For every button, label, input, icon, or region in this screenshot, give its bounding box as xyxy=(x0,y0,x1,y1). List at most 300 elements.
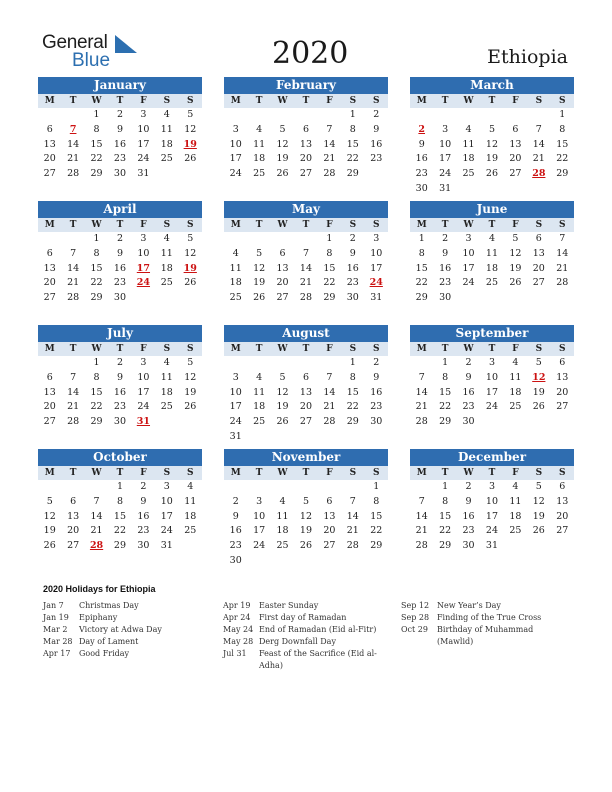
day-grid xyxy=(224,356,388,445)
day-cell: 3 xyxy=(140,109,147,120)
day-cell: 21 xyxy=(346,525,359,537)
weekday-label: F xyxy=(326,468,333,478)
day-cell: 30 xyxy=(462,540,475,552)
day-cell: 11 xyxy=(509,371,522,383)
day-grid xyxy=(410,108,574,197)
day-cell: 13 xyxy=(67,510,80,522)
month-july xyxy=(38,325,202,430)
day-grid xyxy=(410,480,574,554)
holiday-day-cell: 7 xyxy=(69,123,77,135)
day-cell: 20 xyxy=(323,525,336,537)
weekday-label: M xyxy=(416,344,427,354)
day-cell: 26 xyxy=(253,292,266,304)
day-cell: 29 xyxy=(346,168,359,180)
day-cell: 26 xyxy=(299,540,313,552)
day-cell: 7 xyxy=(349,495,356,507)
day-cell: 12 xyxy=(184,123,197,135)
empty-day-cell xyxy=(38,356,61,371)
day-cell: 9 xyxy=(116,247,123,259)
empty-day-cell xyxy=(247,480,270,495)
day-cell: 4 xyxy=(256,123,263,135)
day-cell: 12 xyxy=(276,138,289,150)
day-cell: 14 xyxy=(415,386,428,398)
day-cell: 22 xyxy=(415,277,428,289)
day-cell: 21 xyxy=(415,401,428,413)
month-june xyxy=(410,201,574,306)
empty-day-cell xyxy=(271,108,294,123)
holiday-name: Birthday of Muhammad (Mawlid) xyxy=(437,625,534,646)
day-cell: 19 xyxy=(276,401,289,413)
day-cell: 15 xyxy=(90,262,103,274)
day-cell: 17 xyxy=(370,262,383,274)
day-cell: 8 xyxy=(559,123,566,135)
weekday-label: T xyxy=(302,96,310,106)
weekday-header xyxy=(38,218,202,232)
day-cell: 22 xyxy=(439,401,452,413)
day-cell: 14 xyxy=(323,138,336,150)
weekday-label: W xyxy=(277,220,288,230)
day-cell: 13 xyxy=(556,371,569,383)
day-cell: 7 xyxy=(559,233,566,244)
day-cell: 18 xyxy=(509,386,522,398)
day-cell: 17 xyxy=(485,386,499,398)
day-cell: 15 xyxy=(370,510,383,522)
day-cell: 11 xyxy=(229,262,242,274)
day-cell: 1 xyxy=(349,357,356,368)
day-cell: 8 xyxy=(93,247,100,259)
day-cell: 2 xyxy=(116,109,123,120)
day-cell: 15 xyxy=(90,386,103,398)
weekday-label: F xyxy=(140,96,147,106)
empty-day-cell xyxy=(247,232,270,247)
weekday-label: T xyxy=(302,468,310,478)
weekday-label: T xyxy=(116,468,124,478)
day-cell: 25 xyxy=(184,525,197,537)
empty-day-cell xyxy=(38,108,61,123)
day-cell: 19 xyxy=(299,525,313,537)
month-december xyxy=(410,449,574,554)
day-cell: 22 xyxy=(323,277,336,289)
month-january xyxy=(38,77,202,182)
day-cell: 29 xyxy=(556,168,569,180)
weekday-label: M xyxy=(44,344,55,354)
day-cell: 11 xyxy=(462,138,475,150)
day-cell: 20 xyxy=(43,401,56,413)
month-september xyxy=(410,325,574,430)
empty-day-cell xyxy=(504,108,527,123)
empty-day-cell xyxy=(294,232,317,247)
day-cell: 12 xyxy=(485,138,499,150)
weekday-label: T xyxy=(255,96,263,106)
day-cell: 7 xyxy=(326,123,333,135)
day-cell: 8 xyxy=(373,495,380,507)
day-cell: 15 xyxy=(113,510,127,522)
day-cell: 3 xyxy=(256,495,263,507)
day-cell: 28 xyxy=(67,416,80,428)
day-cell: 13 xyxy=(276,262,289,274)
day-cell: 10 xyxy=(370,247,383,259)
day-cell: 10 xyxy=(229,386,242,398)
holiday-name: End of Ramadan (Eid al-Fitr) xyxy=(259,625,377,634)
day-cell: 11 xyxy=(160,247,173,259)
weekday-label: T xyxy=(116,344,124,354)
day-cell: 25 xyxy=(485,277,499,289)
day-cell: 9 xyxy=(116,123,123,135)
empty-day-cell xyxy=(85,480,108,495)
day-cell: 2 xyxy=(465,481,472,492)
day-cell: 14 xyxy=(323,386,336,398)
day-cell: 5 xyxy=(302,495,309,507)
weekday-header xyxy=(38,342,202,356)
day-cell: 23 xyxy=(113,401,127,413)
day-cell: 30 xyxy=(113,292,127,304)
day-cell: 18 xyxy=(485,262,499,274)
weekday-label: S xyxy=(558,344,566,354)
day-cell: 17 xyxy=(229,153,242,165)
day-cell: 9 xyxy=(373,123,380,135)
day-grid xyxy=(410,356,574,430)
weekday-label: T xyxy=(488,344,496,354)
day-cell: 5 xyxy=(512,233,519,244)
day-cell: 18 xyxy=(160,262,173,274)
weekday-label: W xyxy=(91,96,102,106)
month-title: November xyxy=(224,449,388,466)
holiday-date: Apr 17 xyxy=(43,649,71,658)
day-cell: 24 xyxy=(229,416,242,428)
day-cell: 29 xyxy=(439,416,452,428)
weekday-label: W xyxy=(277,96,288,106)
day-cell: 13 xyxy=(43,386,56,398)
day-cell: 3 xyxy=(232,123,239,135)
weekday-label: S xyxy=(163,468,171,478)
day-cell: 31 xyxy=(229,430,242,442)
weekday-label: F xyxy=(512,344,519,354)
weekday-label: S xyxy=(186,96,194,106)
holiday-entry xyxy=(43,648,211,660)
month-title: January xyxy=(38,77,202,94)
day-cell: 4 xyxy=(465,123,472,135)
holiday-date: Jan 7 xyxy=(43,601,64,610)
day-cell: 22 xyxy=(370,525,383,537)
weekday-label: S xyxy=(558,468,566,478)
day-cell: 9 xyxy=(418,138,425,150)
day-cell: 30 xyxy=(113,168,127,180)
month-august xyxy=(224,325,388,445)
day-cell: 6 xyxy=(46,371,53,383)
day-cell: 13 xyxy=(43,262,56,274)
day-cell: 23 xyxy=(346,277,359,289)
weekday-label: S xyxy=(349,220,357,230)
holiday-date: Apr 24 xyxy=(223,613,251,622)
weekday-label: T xyxy=(441,468,449,478)
day-cell: 20 xyxy=(556,386,569,398)
holiday-day-cell: 28 xyxy=(532,168,546,180)
holiday-name: New Year’s Day xyxy=(437,601,501,610)
day-cell: 18 xyxy=(184,510,197,522)
weekday-header xyxy=(410,342,574,356)
weekday-label: S xyxy=(372,344,380,354)
day-cell: 27 xyxy=(299,416,313,428)
day-cell: 16 xyxy=(462,510,475,522)
day-cell: 4 xyxy=(232,247,239,259)
day-cell: 31 xyxy=(485,540,499,552)
weekday-label: M xyxy=(44,468,55,478)
weekday-label: T xyxy=(488,468,496,478)
empty-day-cell xyxy=(271,232,294,247)
day-cell: 3 xyxy=(232,371,239,383)
weekday-header xyxy=(224,466,388,480)
holiday-entry xyxy=(223,636,391,648)
day-cell: 19 xyxy=(184,386,197,398)
day-cell: 9 xyxy=(465,495,472,507)
weekday-label: T xyxy=(116,96,124,106)
day-cell: 4 xyxy=(256,371,263,383)
day-cell: 9 xyxy=(349,247,356,259)
day-cell: 11 xyxy=(276,510,289,522)
day-cell: 3 xyxy=(465,233,472,244)
day-cell: 10 xyxy=(485,495,499,507)
holiday-day-cell: 24 xyxy=(136,277,151,289)
weekday-label: W xyxy=(91,220,102,230)
holiday-day-cell: 24 xyxy=(369,277,383,289)
weekday-header xyxy=(224,342,388,356)
day-grid xyxy=(224,232,388,306)
day-cell: 23 xyxy=(113,153,127,165)
empty-day-cell xyxy=(410,480,433,495)
day-cell: 18 xyxy=(253,401,266,413)
holiday-day-cell: 12 xyxy=(532,371,546,383)
day-cell: 15 xyxy=(346,386,359,398)
day-cell: 26 xyxy=(532,401,545,413)
empty-day-cell xyxy=(294,480,317,495)
day-cell: 9 xyxy=(140,495,147,507)
day-cell: 8 xyxy=(418,247,425,259)
day-cell: 10 xyxy=(462,247,475,259)
weekday-header xyxy=(224,218,388,232)
weekday-label: F xyxy=(140,220,147,230)
day-cell: 8 xyxy=(442,495,449,507)
day-cell: 17 xyxy=(137,386,150,398)
day-cell: 31 xyxy=(160,540,173,552)
day-cell: 20 xyxy=(299,153,313,165)
day-cell: 27 xyxy=(43,168,56,180)
day-cell: 5 xyxy=(187,109,194,120)
day-cell: 25 xyxy=(253,416,266,428)
weekday-label: M xyxy=(44,220,55,230)
empty-day-cell xyxy=(61,480,84,495)
holiday-column xyxy=(223,600,391,672)
day-cell: 25 xyxy=(229,292,242,304)
day-cell: 30 xyxy=(415,182,428,194)
weekday-label: F xyxy=(326,220,333,230)
day-cell: 12 xyxy=(299,510,313,522)
day-cell: 11 xyxy=(253,138,266,150)
holiday-name: Feast of the Sacrifice (Eid al-Adha) xyxy=(259,649,377,670)
day-cell: 29 xyxy=(90,292,103,304)
weekday-label: T xyxy=(255,344,263,354)
day-cell: 27 xyxy=(43,292,56,304)
holiday-day-cell: 19 xyxy=(183,262,197,274)
day-cell: 11 xyxy=(160,123,173,135)
day-cell: 28 xyxy=(67,168,80,180)
weekday-label: S xyxy=(349,96,357,106)
day-cell: 6 xyxy=(559,357,566,368)
holiday-name: Easter Sunday xyxy=(259,601,319,610)
day-cell: 28 xyxy=(415,540,428,552)
day-cell: 4 xyxy=(488,233,495,244)
day-cell: 27 xyxy=(43,416,56,428)
day-cell: 14 xyxy=(532,138,545,150)
day-cell: 28 xyxy=(415,416,428,428)
weekday-label: T xyxy=(302,220,310,230)
empty-day-cell xyxy=(224,356,247,371)
weekday-label: W xyxy=(463,96,474,106)
month-title: June xyxy=(410,201,574,218)
empty-day-cell xyxy=(410,108,433,123)
day-cell: 17 xyxy=(485,510,499,522)
day-cell: 25 xyxy=(509,401,522,413)
day-cell: 7 xyxy=(302,247,309,259)
holiday-date: Apr 19 xyxy=(223,601,251,610)
weekday-label: T xyxy=(69,344,77,354)
day-cell: 10 xyxy=(229,138,242,150)
day-cell: 17 xyxy=(137,138,150,150)
day-cell: 14 xyxy=(556,247,569,259)
day-cell: 16 xyxy=(137,510,150,522)
day-cell: 4 xyxy=(512,481,519,492)
day-cell: 1 xyxy=(418,233,425,244)
day-cell: 26 xyxy=(532,525,545,537)
day-cell: 19 xyxy=(276,153,289,165)
day-cell: 24 xyxy=(462,277,475,289)
day-cell: 1 xyxy=(373,481,380,492)
holiday-entry xyxy=(43,636,211,648)
weekday-label: S xyxy=(558,96,566,106)
holiday-entry xyxy=(223,600,391,612)
day-cell: 16 xyxy=(346,262,359,274)
day-cell: 15 xyxy=(415,262,428,274)
day-cell: 1 xyxy=(93,357,100,368)
weekday-label: T xyxy=(69,220,77,230)
holiday-name: Day of Lament xyxy=(79,637,139,646)
empty-day-cell xyxy=(318,480,341,495)
day-cell: 15 xyxy=(439,386,452,398)
day-cell: 25 xyxy=(509,525,522,537)
holiday-name: Derg Downfall Day xyxy=(259,637,336,646)
day-cell: 26 xyxy=(509,277,522,289)
day-cell: 2 xyxy=(442,233,449,244)
weekday-label: T xyxy=(441,220,449,230)
day-cell: 26 xyxy=(184,277,197,289)
day-cell: 17 xyxy=(160,510,173,522)
holiday-date: Sep 28 xyxy=(401,613,430,622)
day-cell: 21 xyxy=(67,153,80,165)
day-cell: 19 xyxy=(532,510,545,522)
day-cell: 27 xyxy=(276,292,289,304)
day-cell: 25 xyxy=(160,401,173,413)
day-cell: 26 xyxy=(485,168,499,180)
holiday-entry xyxy=(223,624,391,636)
day-cell: 30 xyxy=(113,416,127,428)
day-cell: 19 xyxy=(43,525,56,537)
holiday-entry xyxy=(223,648,391,672)
day-grid xyxy=(410,232,574,306)
day-cell: 7 xyxy=(93,495,100,507)
day-cell: 5 xyxy=(46,495,53,507)
day-cell: 5 xyxy=(279,123,286,135)
day-cell: 13 xyxy=(509,138,522,150)
day-grid xyxy=(224,108,388,182)
day-cell: 16 xyxy=(113,138,127,150)
weekday-label: S xyxy=(186,220,194,230)
day-cell: 31 xyxy=(439,182,452,194)
weekday-header xyxy=(38,94,202,108)
day-cell: 21 xyxy=(67,401,80,413)
day-cell: 19 xyxy=(485,153,499,165)
weekday-label: F xyxy=(512,96,519,106)
holiday-date: Sep 12 xyxy=(401,601,430,610)
day-cell: 4 xyxy=(163,357,170,368)
holiday-date: May 24 xyxy=(223,625,254,634)
day-cell: 27 xyxy=(67,540,80,552)
day-cell: 17 xyxy=(462,262,475,274)
day-cell: 16 xyxy=(113,262,127,274)
day-cell: 24 xyxy=(160,525,173,537)
day-grid xyxy=(38,232,202,306)
day-cell: 29 xyxy=(439,540,452,552)
day-cell: 5 xyxy=(488,123,495,135)
day-cell: 26 xyxy=(184,401,197,413)
day-cell: 22 xyxy=(90,277,103,289)
day-cell: 30 xyxy=(370,416,383,428)
day-cell: 6 xyxy=(535,233,542,244)
day-cell: 7 xyxy=(418,495,425,507)
day-cell: 21 xyxy=(323,401,336,413)
month-november xyxy=(224,449,388,569)
day-cell: 9 xyxy=(465,371,472,383)
day-cell: 25 xyxy=(462,168,475,180)
weekday-label: S xyxy=(163,96,171,106)
holiday-date: Mar 28 xyxy=(43,637,73,646)
weekday-label: S xyxy=(535,96,543,106)
weekday-label: S xyxy=(163,344,171,354)
empty-day-cell xyxy=(224,108,247,123)
day-cell: 1 xyxy=(442,357,449,368)
day-cell: 23 xyxy=(113,277,127,289)
month-title: September xyxy=(410,325,574,342)
weekday-label: T xyxy=(255,468,263,478)
day-cell: 23 xyxy=(370,401,383,413)
empty-day-cell xyxy=(457,108,480,123)
day-cell: 12 xyxy=(43,510,56,522)
weekday-label: M xyxy=(416,96,427,106)
day-cell: 17 xyxy=(229,401,242,413)
day-cell: 12 xyxy=(532,495,545,507)
weekday-label: S xyxy=(186,468,194,478)
day-cell: 20 xyxy=(556,510,569,522)
day-cell: 7 xyxy=(70,247,77,259)
day-cell: 22 xyxy=(556,153,569,165)
day-cell: 29 xyxy=(346,416,359,428)
month-title: July xyxy=(38,325,202,342)
empty-day-cell xyxy=(318,108,341,123)
empty-day-cell xyxy=(247,108,270,123)
day-cell: 5 xyxy=(279,371,286,383)
day-cell: 6 xyxy=(46,123,53,135)
day-cell: 1 xyxy=(349,109,356,120)
holiday-entry xyxy=(43,624,211,636)
day-cell: 5 xyxy=(256,247,263,259)
